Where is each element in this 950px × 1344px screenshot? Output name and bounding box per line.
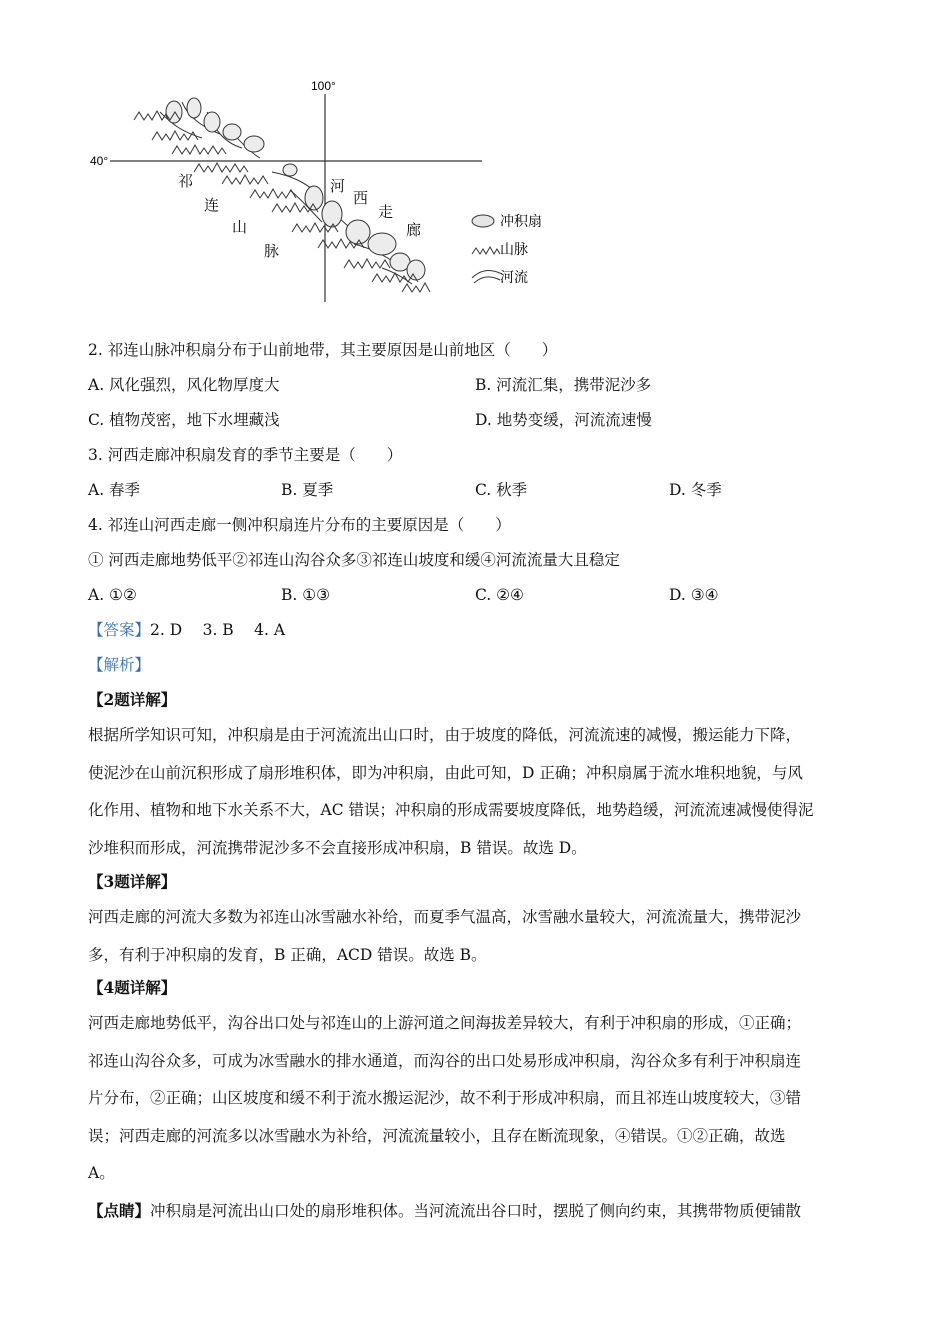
legend-label-fan: 冲积扇 bbox=[500, 214, 542, 230]
detail-3-body bbox=[88, 899, 863, 974]
label-mai: 脉 bbox=[264, 242, 280, 260]
legend-label-mountain: 山脉 bbox=[500, 242, 528, 258]
q3-option-b: B. 夏季 bbox=[281, 481, 334, 499]
mountain-range-icon bbox=[472, 247, 500, 254]
river-lines bbox=[160, 102, 412, 284]
detail-2-line: 化作用、植物和地下水关系不大，AC 错误；冲积扇的形成需要坡度降低，地势趋缓，河流流速减慢使得泥 bbox=[88, 801, 814, 819]
label-he: 河 bbox=[330, 177, 346, 195]
detail-2-line: 沙堆积而形成，河流携带泥沙多不会直接形成冲积扇，B 错误。故选 D。 bbox=[88, 838, 587, 857]
alluvial-fan-icon bbox=[472, 215, 494, 227]
latitude-label: 40° bbox=[90, 154, 109, 168]
detail-4-body bbox=[88, 1005, 863, 1193]
label-shan: 山 bbox=[232, 218, 248, 236]
detail-2-line: 使泥沙在山前沉积形成了扇形堆积体，即为冲积扇，由此可知，D 正确；冲积扇属于流水堆积地貌，与风 bbox=[88, 763, 803, 782]
detail-2-body bbox=[88, 717, 863, 867]
detail-3-heading: 【3题详解】 bbox=[88, 872, 177, 891]
longitude-label: 100° bbox=[311, 79, 336, 93]
detail-4-line: 河西走廊地势低平，沟谷出口处与祁连山的上游河道之间海拔差异较大，有利于冲积扇的形成，①正确； bbox=[88, 1014, 802, 1032]
alluvial-fans bbox=[166, 98, 425, 280]
detail-2-line: 根据所学知识可知，冲积扇是由于河流流出山口时，由于坡度的降低，河流流速的减慢，搬运能力下降， bbox=[88, 726, 802, 744]
detail-4-heading: 【4题详解】 bbox=[88, 978, 177, 997]
mountain-range bbox=[134, 111, 430, 292]
q4-option-c: C. ②④ bbox=[475, 586, 524, 604]
detail-2-heading: 【2题详解】 bbox=[88, 690, 177, 709]
dianjing-paragraph bbox=[88, 1192, 863, 1231]
detail-4-line: A。 bbox=[88, 1164, 115, 1182]
answer-tag: 【答案】 bbox=[88, 621, 151, 639]
map-legend bbox=[472, 213, 542, 286]
label-lang: 廊 bbox=[406, 221, 422, 239]
analysis-tag: 【解析】 bbox=[88, 656, 151, 674]
q2-option-b: B. 河流汇集，携带泥沙多 bbox=[475, 376, 652, 394]
q3-option-c: C. 秋季 bbox=[475, 481, 528, 499]
q4-option-b: B. ①③ bbox=[281, 586, 331, 604]
q3-option-d: D. 冬季 bbox=[669, 481, 722, 499]
label-zou: 走 bbox=[378, 203, 394, 221]
detail-3-line: 河西走廊的河流大多数为祁连山冰雪融水补给，而夏季气温高，冰雪融水量较大，河流流量大，携带泥沙 bbox=[88, 908, 802, 926]
qilian-map bbox=[82, 72, 582, 312]
label-lian: 连 bbox=[204, 196, 220, 214]
detail-4-line: 片分布，②正确；山区坡度和缓不利于流水搬运泥沙，故不利于形成冲积扇，而且祁连山坡度较大，③错 bbox=[88, 1089, 802, 1107]
q4-stem: 4. 祁连山河西走廊一侧冲积扇连片分布的主要原因是（ ） bbox=[88, 516, 511, 534]
q2-option-a: A. 风化强烈，风化物厚度大 bbox=[88, 376, 280, 394]
legend-label-river: 河流 bbox=[500, 270, 528, 286]
dianjing-text: 冲积扇是河流出山口处的扇形堆积体。当河流流出谷口时，摆脱了侧向约束，其携带物质便铺散 bbox=[150, 1202, 802, 1220]
dianjing-tag: 【点睛】 bbox=[88, 1201, 151, 1220]
label-qi: 祁 bbox=[178, 172, 194, 190]
q4-statements: ① 河西走廊地势低平②祁连山沟谷众多③祁连山坡度和缓④河流流量大且稳定 bbox=[88, 551, 620, 569]
q3-option-a: A. 春季 bbox=[88, 481, 141, 499]
q2-option-c: C. 植物茂密，地下水埋藏浅 bbox=[88, 411, 280, 429]
label-xi: 西 bbox=[353, 189, 369, 207]
q2-stem: 2. 祁连山脉冲积扇分布于山前地带，其主要原因是山前地区（ ） bbox=[88, 341, 558, 359]
q2-option-d: D. 地势变缓，河流流速慢 bbox=[475, 411, 652, 429]
detail-3-line: 多，有利于冲积扇的发育，B 正确，ACD 错误。故选 B。 bbox=[88, 945, 487, 964]
q4-option-a: A. ①② bbox=[88, 586, 137, 604]
q4-option-d: D. ③④ bbox=[669, 586, 719, 604]
detail-4-line: 误；河西走廊的河流多以冰雪融水为补给，河流流量较小，且存在断流现象，④错误。①②正确，故选 bbox=[88, 1126, 786, 1145]
answer-text: 2. D 3. B 4. A bbox=[150, 621, 286, 639]
detail-4-line: 祁连山沟谷众多，可成为冰雪融水的排水通道，而沟谷的出口处易形成冲积扇，沟谷众多有利于冲积扇连 bbox=[88, 1051, 802, 1070]
q3-stem: 3. 河西走廊冲积扇发育的季节主要是（ ） bbox=[88, 446, 403, 464]
answer-line bbox=[88, 620, 285, 640]
